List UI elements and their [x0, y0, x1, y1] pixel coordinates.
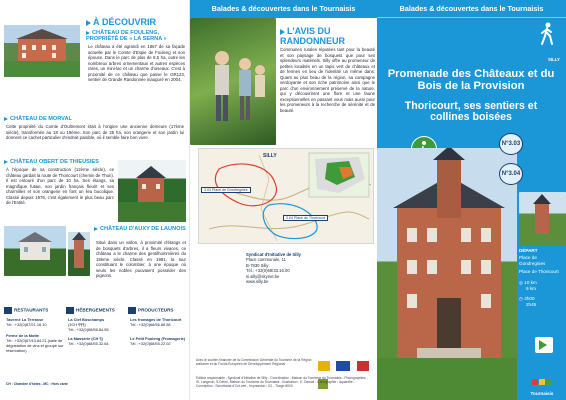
map-label-silly: SILLY [263, 153, 277, 159]
aulnois-castle-illustration [4, 226, 66, 276]
panel3-band: Balades & découvertes dans le Tournaisis [377, 0, 566, 18]
promenade-title-a: Promenade des Châteaux et du Bois de la Provision [387, 68, 555, 92]
producer-icon [128, 307, 136, 314]
depart-1: Place de Gondregnies [519, 255, 546, 266]
hikers-photo [190, 18, 276, 145]
syndicat-line-3: Tél.: +32(0)68/33.16.00 [246, 268, 290, 274]
depart-box [519, 248, 560, 348]
arrow-icon [280, 29, 285, 35]
thieusies-title: CHÂTEAU OBERT DE THIEUSIES [4, 159, 134, 165]
duration-info [519, 296, 560, 308]
thieusies-text: À l'époque de sa construction (12ème siècle), ce château gardait la route de Thoricourt (chemin de Thun). Il est entouré d'un parc de 10 ha. Ses étangs, sa magnifique futaie, son jardin français fleurit et ses charmilles et son orangerie en font un lieu bucolique. Classé depuis 1976, c'est également le plus beau parc de l'Entité. [6, 167, 114, 205]
thieusies-castle-illustration [118, 160, 186, 222]
fouleng-photo [4, 25, 80, 77]
credits-edition: Édition responsable : Syndicat d'Initiative de Silly - Coordination : Maison du Tourisme du Tournaisis - Photographies : SI, Langevin, S.Deleu, Maison du Tourisme du Tournaisis - Illustration : E. Dewolf - Cartographie : Aquarelle - Conception : Secrétariat d'Cet vert - Impression : ICI - Tirage 8000 [196, 376, 368, 389]
route-badge-304: N°3.04 [499, 163, 523, 185]
morval-title: CHÂTEAU DE MORVAL [4, 116, 124, 122]
promenade-title-b: Thoricourt, ses sentiers et collines boisées [404, 100, 538, 124]
time-2: 2h45 [526, 301, 537, 307]
signpost-icon [535, 337, 553, 353]
hebergements-heading: HÉBERGEMENTS [66, 307, 115, 314]
syndicat-line-2: B-7830 Silly [246, 262, 269, 268]
fouleng-castle-illustration [4, 25, 80, 77]
panel-avis [189, 0, 377, 400]
producteur-2: Le Petit Fouleng (Fromagerie) Tél.: +32(0)68/55.22.02 [130, 336, 186, 346]
tournaisis-logo-text: Tournaisis [530, 391, 554, 396]
aulnois-photo-1 [4, 226, 66, 276]
partner-logos [318, 358, 374, 370]
distance-icon: ◎ [519, 280, 524, 286]
eu-flag-logo [336, 361, 350, 371]
route-map [198, 148, 374, 244]
wallonie-logo [318, 361, 330, 371]
arrow-icon [94, 227, 98, 231]
avis-text: Communes rurales réputées tant pour la beauté et son paysage de bosquets que pour ses splendeurs matériels. Silly offre au promeneur de petites localités en un tapis vert de châteaux et de fermes en lieu de l'identité un même dans. Quant au plus beau de la région, sa campagne verdoyante et son riche patrimoine ainsi que le parc d'un environnement préservé de la nature, qui y découvrirent une flore et une faune exceptionnelles en passant vous mais aussi pour les promeneurs à la recherche de sérénité et de beauté. [280, 47, 375, 113]
map-tag-304: 3.04 Place de Thoricourt [283, 215, 328, 221]
producteur-1: Les fromages de Thoricourt Tél.: +32(0)68/56.86.58 [130, 317, 182, 327]
time-1: 3h00 [524, 295, 535, 301]
syndicat-line-1: Place communale, 11 [246, 257, 286, 263]
morval-text: Cette propriété du Comte d'Oultremont était à l'origine une ancienne demeure (17ème siècle), transformée au 18 ou 19ème. Son parc de 25 ha, son orangerie et son jardin lui donnent ce cachet particulier d'endroit paisible, où il semble faire bon vivre. [6, 124, 184, 140]
arrow-icon [4, 160, 8, 164]
fouleng-text: Le château a été agrandi en 1867 de sa façade actuelle par le Comte d'Espie de Fouleng et son épouse. Dans le parc de plus de 8,5 ha, outre les nombreux arbres ornementaux et autres espèces rares, un mini-lac et un charme d'oiseaux. C'est à proximité de ce château que passe le GR123, sentier de Grande Randonnée inauguré en 2004. [88, 44, 185, 82]
fouleng-title: CHÂTEAU DE FOULENG, PROPRIÉTÉ DE « LA SERNA » [86, 30, 167, 43]
arrow-icon [86, 20, 91, 26]
castle-cover-illustration [377, 148, 517, 400]
restaurants-heading: RESTAURANTS [4, 307, 48, 314]
tower-photo [519, 192, 566, 246]
depart-2: Place de Thoricourt [519, 268, 559, 274]
restaurant-icon [4, 307, 12, 314]
silly-tag: SILLY [547, 57, 560, 62]
aulnois-photo-2 [68, 232, 90, 276]
route-map-illustration [199, 149, 375, 245]
thieusies-photo [118, 160, 186, 222]
hikers-illustration [190, 18, 276, 145]
km-1: 10 km [524, 280, 537, 286]
arrow-icon [4, 117, 8, 121]
distance-info [519, 280, 560, 292]
tournaisis-logo [522, 372, 562, 394]
producteurs-heading: PRODUCTEURS [128, 307, 173, 314]
panel-cover [377, 0, 566, 400]
restaurant-1: Taverne La Terrasse Tél.: +32(0)67/21.16.10 [6, 317, 47, 327]
aulnois-text: Situé dans un vallon, à proximité d'étangs et de bosquets d'arbres, il a fleurs vivaces, ce château a le charme des gentilhommières du 18ème siècle. Classé en 1981, la tour constituant le colombier, à une époque où seuls les nobles pouvaient posséder des pigeons. [96, 240, 186, 278]
avis-heading: L'AVIS DU RANDONNEUR [280, 26, 345, 46]
km-2: 9 km [526, 286, 536, 292]
aulnois-tower-illustration [68, 232, 90, 276]
tower-illustration [519, 192, 566, 246]
syndicat-info [246, 252, 346, 284]
feder-logo [357, 361, 369, 371]
depart-label: DÉPART [519, 248, 538, 253]
clock-icon: ◷ [519, 295, 524, 301]
route-badge-303: N°3.03 [499, 133, 523, 155]
aulnois-title: CHÂTEAU D'AUXY DE LAUNOIS [94, 226, 186, 232]
panel2-band: Balades & découvertes dans le Tournaisis [190, 0, 377, 18]
hebergement-1: La Clef Boschamps (3CH ¶¶¶) Tél.: +32(0)68/56.84.55 [68, 317, 109, 332]
hebergement-2: La Masserie (CH ¶) Tél.: +32(0)68/55.32.64 [68, 336, 109, 346]
map-tag-303: 3.03 Place de Gondregnies [201, 187, 251, 193]
syndicat-title: Syndicat d'Initiative de Silly [246, 252, 301, 257]
credits-support: Avec le soutien financier de la Commission Générale du Tourisme de la Région wallonne et du Fonds Européen de Développement Régional [196, 358, 312, 367]
restaurant-2: Ferme de la Motte Tél.: +32(0)67/43.84.21 (salle de dégustation de vins et groupe sur réservation) [6, 333, 64, 353]
arrow-icon [86, 31, 90, 35]
panel-decouvrir [0, 0, 189, 400]
hiker-icon [537, 22, 557, 46]
services-legend: CH : Chambre d'hôtes - MC : Hors carte [6, 382, 68, 386]
decouvrir-heading: À DÉCOUVRIR [86, 17, 156, 27]
syndicat-website[interactable]: www.silly.be [246, 279, 269, 285]
bed-icon [66, 307, 74, 314]
syndicat-email[interactable]: si.silly@skynet.be [246, 273, 280, 279]
castle-cover-photo [377, 148, 517, 400]
